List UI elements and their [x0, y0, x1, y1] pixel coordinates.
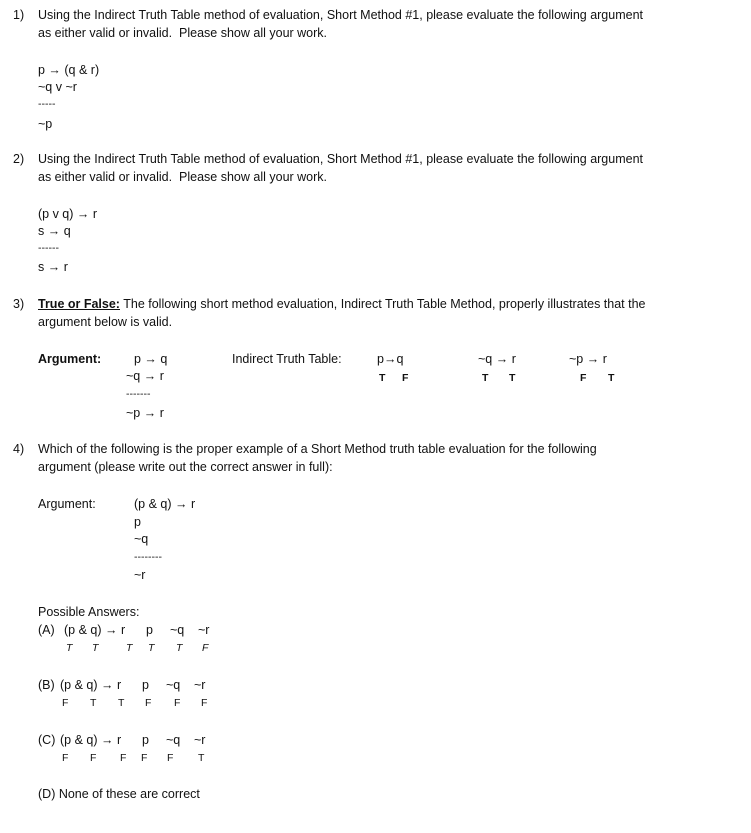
- answer-expr-3: ~q: [166, 733, 181, 747]
- conclusion: ~p → r: [126, 406, 164, 420]
- argument-separator: ------: [38, 242, 59, 254]
- premise-1: p → (q & r): [38, 63, 100, 77]
- premise-1: p → q: [134, 352, 168, 366]
- table-col-1-value: F: [402, 372, 409, 384]
- question-number: 2): [13, 152, 25, 166]
- question-number: 1): [13, 8, 25, 22]
- answer-expr-3: ~q: [166, 678, 181, 692]
- table-col-3-value: F: [580, 372, 587, 384]
- answer-expr-1: (p & q) → r: [60, 678, 122, 692]
- question-text-line-2: as either valid or invalid. Please show all your work.: [38, 26, 328, 40]
- question-text-line-1: [38, 296, 646, 312]
- answer-value: F: [120, 752, 127, 764]
- question-text-line-2: argument (please write out the correct answer in full):: [38, 460, 333, 474]
- answer-expr-1: (p & q) → r: [60, 733, 122, 747]
- premise-2: ~q → r: [126, 369, 164, 383]
- answer-value: F: [202, 642, 209, 654]
- answer-expr-2: p: [142, 678, 149, 692]
- answer-option-d: (D) None of these are correct: [38, 787, 200, 801]
- answer-value: T: [92, 642, 99, 654]
- answer-expr-1: (p & q) → r: [64, 623, 126, 637]
- argument-label: Argument:: [38, 352, 102, 366]
- table-col-2-value: T: [482, 372, 489, 384]
- answer-expr-2: p: [142, 733, 149, 747]
- argument-separator: -----: [38, 98, 56, 110]
- answer-value: F: [145, 697, 152, 709]
- answer-value: F: [62, 697, 69, 709]
- table-col-3-value: T: [608, 372, 615, 384]
- answer-expr-4: ~r: [194, 678, 206, 692]
- answer-expr-4: ~r: [198, 623, 210, 637]
- table-col-2-value: T: [509, 372, 516, 384]
- premise-1: (p & q) → r: [134, 497, 196, 511]
- answer-label: (B): [38, 678, 55, 692]
- question-number: 3): [13, 297, 25, 311]
- answer-value: F: [201, 697, 208, 709]
- premise-3: ~q: [134, 532, 149, 546]
- answer-value: T: [148, 642, 155, 654]
- answer-value: T: [176, 642, 183, 654]
- argument-separator: -------: [126, 388, 151, 400]
- true-false-lead: True or False:: [38, 297, 120, 311]
- conclusion: ~p: [38, 117, 53, 131]
- possible-answers-label: Possible Answers:: [38, 605, 140, 619]
- argument-separator: --------: [134, 551, 162, 563]
- table-col-1-expr: p→q: [377, 352, 404, 366]
- answer-expr-2: p: [146, 623, 153, 637]
- question-text-rest: The following short method evaluation, Indirect Truth Table Method, properly illustrates that the: [119, 297, 646, 311]
- answer-expr-3: ~q: [170, 623, 185, 637]
- question-text-line-2: as either valid or invalid. Please show all your work.: [38, 170, 328, 184]
- answer-value: F: [167, 752, 174, 764]
- answer-label: (A): [38, 623, 55, 637]
- answer-value: T: [126, 642, 133, 654]
- conclusion: s → r: [38, 260, 68, 274]
- argument-label: Argument:: [38, 497, 96, 511]
- answer-value: T: [118, 697, 125, 709]
- answer-value: F: [141, 752, 148, 764]
- question-text-line-1: Using the Indirect Truth Table method of evaluation, Short Method #1, please evaluate the following argument: [38, 8, 644, 22]
- answer-value: F: [90, 752, 97, 764]
- question-number: 4): [13, 442, 25, 456]
- table-col-2-expr: ~q → r: [478, 352, 516, 366]
- premise-1: (p v q) → r: [38, 207, 98, 221]
- question-text-line-1: Using the Indirect Truth Table method of evaluation, Short Method #1, please evaluate the following argument: [38, 152, 644, 166]
- answer-value: T: [198, 752, 205, 764]
- table-col-1-value: T: [379, 372, 386, 384]
- table-col-3-expr: ~p → r: [569, 352, 607, 366]
- answer-label: (C): [38, 733, 56, 747]
- premise-2: ~q v ~r: [38, 80, 77, 94]
- conclusion: ~r: [134, 568, 146, 582]
- question-text-line-2: argument below is valid.: [38, 315, 173, 329]
- answer-value: T: [66, 642, 73, 654]
- question-text-line-1: Which of the following is the proper example of a Short Method truth table evaluation for the following: [38, 442, 597, 456]
- answer-value: F: [62, 752, 69, 764]
- premise-2: s → q: [38, 224, 71, 238]
- answer-value: T: [90, 697, 97, 709]
- answer-expr-4: ~r: [194, 733, 206, 747]
- answer-value: F: [174, 697, 181, 709]
- indirect-truth-table-label: Indirect Truth Table:: [232, 352, 342, 366]
- premise-2: p: [134, 515, 141, 529]
